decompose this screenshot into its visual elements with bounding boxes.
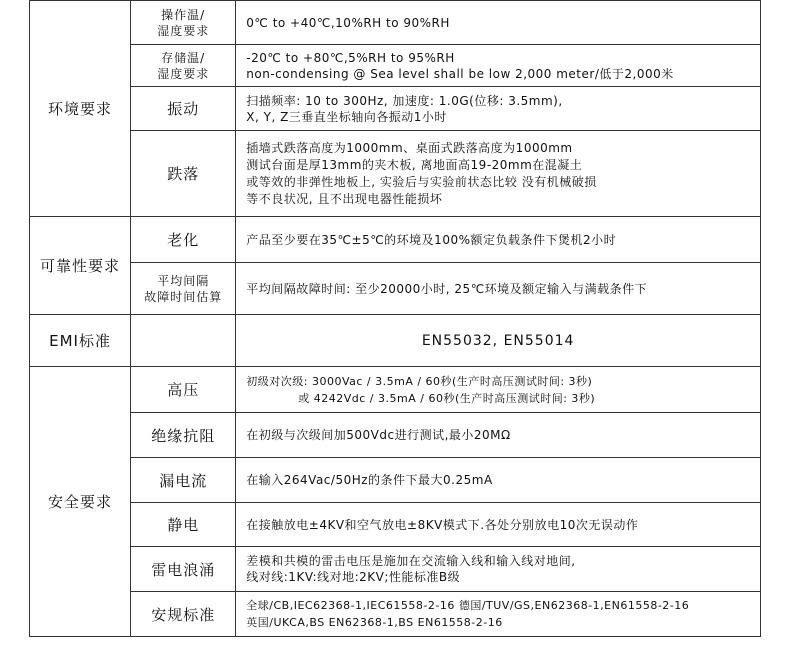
value-line: 英国/UKCA,BS EN62368-1,BS EN61558-2-16 (246, 616, 503, 629)
row-label-certification: 安规标准 (131, 592, 236, 637)
row-value-surge (236, 547, 761, 592)
table-row (30, 458, 761, 503)
row-label-aging: 老化 (131, 217, 236, 263)
table-row (30, 315, 761, 367)
row-value-hipot (236, 367, 761, 413)
table-row (30, 367, 761, 413)
category-environment: 环境要求 (30, 1, 131, 217)
row-label-operating (131, 1, 236, 45)
table-row (30, 87, 761, 131)
value-line: 或 4242Vdc / 3.5mA / 60秒(生产时高压测试时间: 3秒) (298, 391, 596, 405)
row-label-line: 湿度要求 (157, 66, 210, 81)
row-value-vibration (236, 87, 761, 131)
row-label-vibration: 振动 (131, 87, 236, 131)
row-label-emi-empty (131, 315, 236, 367)
table-row (30, 413, 761, 458)
value-line: 插墙式跌落高度为1000mm、桌面式跌落高度为1000mm (246, 140, 573, 155)
row-label-line: 平均间隔 (157, 273, 210, 288)
row-label-mtbf (131, 263, 236, 315)
row-value-storage (236, 45, 761, 87)
row-value-insulation: 在初级与次级间加500Vdc进行测试,最小20MΩ (236, 413, 761, 458)
value-line: 等不良状况, 且不出现电器性能损坏 (246, 191, 443, 206)
table-row (30, 217, 761, 263)
value-line: 线对线:1KV:线对地:2KV;性能标准B级 (246, 570, 461, 584)
value-line: 扫描频率: 10 to 300Hz, 加速度: 1.0G(位移: 3.5mm), (246, 93, 563, 108)
table-row (30, 592, 761, 637)
row-value-aging: 产品至少要在35℃±5℃的环境及100%额定负载条件下煲机2小时 (236, 217, 761, 263)
value-line: 或等效的非弹性地板上, 实验后与实验前状态比较 没有机械破损 (246, 174, 597, 189)
category-reliability: 可靠性要求 (30, 217, 131, 315)
table-row (30, 503, 761, 547)
row-label-leakage: 漏电流 (131, 458, 236, 503)
value-line: 初级对次级: 3000Vac / 3.5mA / 60秒(生产时高压测试时间: 3秒) (246, 374, 593, 388)
table-row (30, 547, 761, 592)
category-safety: 安全要求 (30, 367, 131, 637)
table-row (30, 131, 761, 217)
row-value-leakage: 在输入264Vac/50Hz的条件下最大0.25mA (236, 458, 761, 503)
row-label-hipot: 高压 (131, 367, 236, 413)
value-line: 全球/CB,IEC62368-1,IEC61558-2-16 德国/TUV/GS,EN62368-1,EN61558-2-16 (246, 599, 690, 612)
row-value-certification (236, 592, 761, 637)
row-label-insulation: 绝缘抗阻 (131, 413, 236, 458)
value-line: 测试台面是厚13mm的夹木板, 离地面高19-20mm在混凝土 (246, 157, 583, 172)
row-label-line: 操作温/ (161, 7, 206, 22)
table-row (30, 45, 761, 87)
value-line: non-condensing @ Sea level shall be low 2,000 meter/低于2,000米 (246, 66, 674, 81)
spec-table (29, 0, 761, 637)
table-row (30, 263, 761, 315)
row-label-esd: 静电 (131, 503, 236, 547)
row-value-emi: EN55032, EN55014 (236, 315, 761, 367)
row-label-line: 存储温/ (161, 50, 206, 65)
row-value-operating: 0℃ to +40℃,10%RH to 90%RH (236, 1, 761, 45)
category-emi: EMI标准 (30, 315, 131, 367)
value-line: 差模和共模的雷击电压是施加在交流输入线和输入线对地间, (246, 554, 576, 568)
row-label-drop: 跌落 (131, 131, 236, 217)
row-value-mtbf: 平均间隔故障时间: 至少20000小时, 25℃环境及额定输入与满载条件下 (236, 263, 761, 315)
row-label-surge: 雷电浪涌 (131, 547, 236, 592)
row-value-esd: 在接触放电±4KV和空气放电±8KV模式下.各处分别放电10次无误动作 (236, 503, 761, 547)
row-label-line: 故障时间估算 (144, 289, 223, 304)
value-line: X, Y, Z三垂直坐标轴向各振动1小时 (246, 109, 447, 124)
value-line: -20℃ to +80℃,5%RH to 95%RH (246, 50, 455, 65)
row-label-storage (131, 45, 236, 87)
row-label-line: 湿度要求 (157, 23, 210, 38)
row-value-drop (236, 131, 761, 217)
table-row (30, 1, 761, 45)
